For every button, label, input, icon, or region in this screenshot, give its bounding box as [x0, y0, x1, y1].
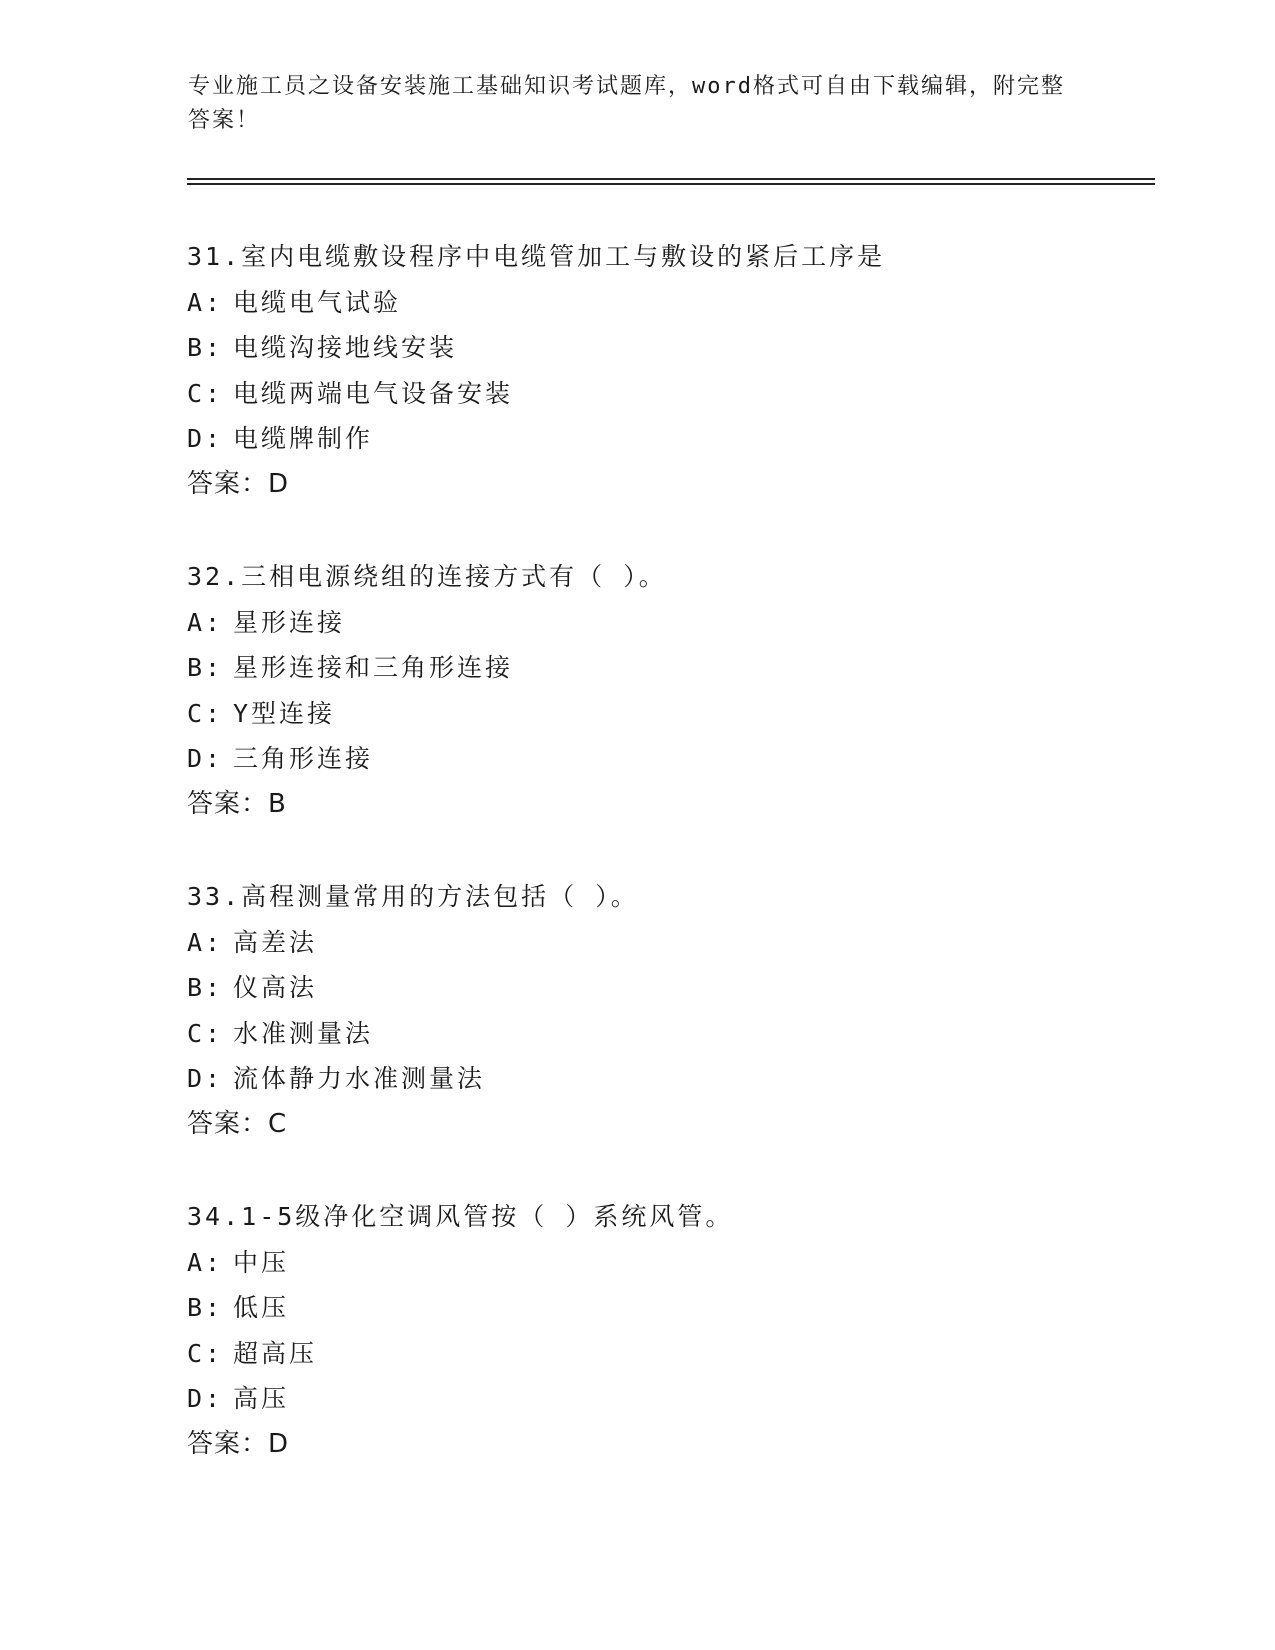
option-c	[187, 1331, 1147, 1377]
option-b	[187, 645, 1147, 691]
question-block	[187, 874, 1147, 1148]
option-key: B:	[187, 653, 224, 683]
option-key: D:	[187, 1064, 224, 1094]
option-b	[187, 1285, 1147, 1331]
option-text: 超高压	[233, 1338, 318, 1368]
option-a	[187, 1240, 1147, 1286]
option-text: 仪高法	[233, 973, 318, 1003]
option-text: 高差法	[233, 927, 318, 957]
option-d	[187, 1376, 1147, 1422]
question-title: 33.高程测量常用的方法包括（ ）。	[187, 882, 639, 911]
option-a	[187, 920, 1147, 966]
option-text: 低压	[233, 1293, 290, 1323]
document-header: 专业施工员之设备安装施工基础知识考试题库，word格式可自由下载编辑，附完整答案！	[188, 74, 1065, 133]
answer-line: 答案：D	[187, 468, 290, 499]
option-text: 中压	[233, 1247, 290, 1277]
option-key: A:	[187, 1247, 224, 1277]
question-title: 32.三相电源绕组的连接方式有（ ）。	[187, 562, 667, 591]
option-key: D:	[187, 744, 224, 774]
option-a	[187, 600, 1147, 646]
option-key: B:	[187, 973, 224, 1003]
option-key: D:	[187, 1384, 224, 1414]
option-text: 三角形连接	[233, 744, 374, 774]
option-key: B:	[187, 1293, 224, 1323]
option-key: A:	[187, 287, 224, 317]
answer-line: 答案：B	[187, 788, 287, 819]
option-c	[187, 371, 1147, 417]
header-divider-bottom	[187, 183, 1155, 185]
option-text: 星形连接和三角形连接	[233, 653, 514, 683]
question-title: 31.室内电缆敷设程序中电缆管加工与敷设的紧后工序是	[187, 242, 886, 271]
question-block	[187, 554, 1147, 828]
option-d	[187, 736, 1147, 782]
option-a	[187, 280, 1147, 326]
option-text: Y型连接	[233, 698, 336, 728]
option-key: A:	[187, 607, 224, 637]
option-b	[187, 965, 1147, 1011]
header-divider-top	[187, 178, 1155, 180]
question-block	[187, 1194, 1147, 1468]
option-key: C:	[187, 378, 224, 408]
option-text: 电缆两端电气设备安装	[233, 378, 514, 408]
option-key: A:	[187, 927, 224, 957]
option-text: 电缆电气试验	[233, 287, 402, 317]
question-title: 34.1-5级净化空调风管按（ ）系统风管。	[187, 1202, 734, 1231]
option-text: 星形连接	[233, 607, 346, 637]
answer-line: 答案：D	[187, 1428, 290, 1459]
option-b	[187, 325, 1147, 371]
question-block	[187, 234, 1147, 508]
option-c	[187, 1011, 1147, 1057]
option-c	[187, 691, 1147, 737]
option-text: 高压	[233, 1384, 290, 1414]
answer-line: 答案：C	[187, 1108, 288, 1139]
option-text: 电缆沟接地线安装	[233, 333, 458, 363]
option-text: 流体静力水准测量法	[233, 1064, 486, 1094]
option-d	[187, 1056, 1147, 1102]
option-key: B:	[187, 333, 224, 363]
option-key: D:	[187, 424, 224, 454]
option-text: 水准测量法	[233, 1018, 374, 1048]
option-key: C:	[187, 1338, 224, 1368]
option-d	[187, 416, 1147, 462]
option-key: C:	[187, 698, 224, 728]
option-key: C:	[187, 1018, 224, 1048]
option-text: 电缆牌制作	[233, 424, 374, 454]
